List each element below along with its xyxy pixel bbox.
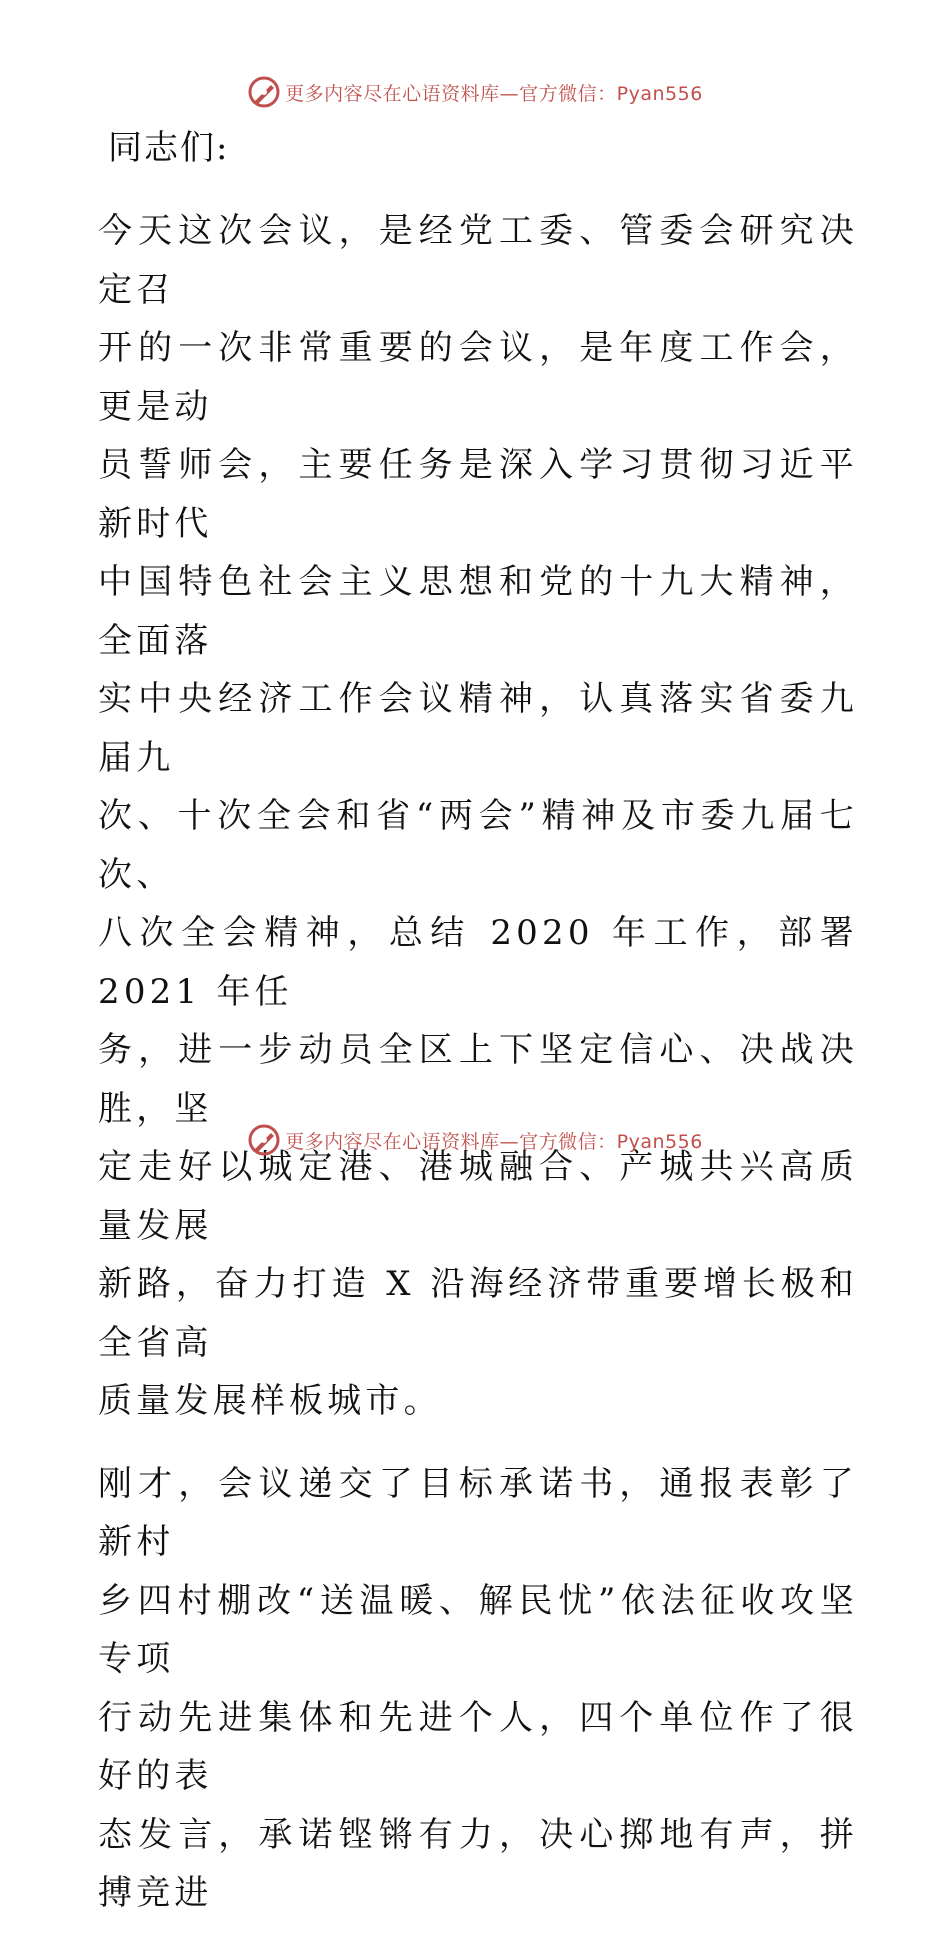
wechat-id: Pyan556 — [616, 1130, 703, 1153]
watermark-text: 更多内容尽在心语资料库—官方微信：Pyan556 — [285, 1130, 703, 1153]
pen-seal-icon — [247, 1123, 281, 1157]
pen-seal-icon — [247, 75, 281, 109]
greeting: 同志们: — [108, 128, 230, 168]
paragraph-1: 今天这次会议，是经党工委、管委会研究决定召 开的一次非常重要的会议，是年度工作会，更是动 员誓师会，主要任务是深入学习贯彻习近平新时代 中国特色社会主义思想和党的十九大精神，全面落 实中央经济工作会议精神，认真落实省委九届九 次、十次全会和省“两会”精神及市委九届七次、 八次全会精神，总结 2020 年工作，部署 2021 年任 务，进一步动员全区上下坚定信心、决战决胜，坚 定走好以城定港、港城融合、产城共兴高质量发展 新路，奋力打造 X 沿海经济带重要增长极和全省高 质量发展样板城市。 — [98, 211, 858, 1421]
paragraph-2: 刚才，会议递交了目标承诺书，通报表彰了新村 乡四村棚改“送温暖、解民忧”依法征收攻坚专项 行动先进集体和先进个人，四个单位作了很好的表 态发言，承诺铿锵有力，决心掷地有声，拼搏竞进 — [98, 1463, 858, 1913]
watermark-footer — [0, 1120, 950, 1160]
document-body — [98, 128, 858, 1947]
watermark-text: 更多内容尽在心语资料库—官方微信：Pyan556 — [285, 82, 703, 105]
watermark-header — [0, 72, 950, 112]
wechat-id: Pyan556 — [616, 82, 703, 105]
